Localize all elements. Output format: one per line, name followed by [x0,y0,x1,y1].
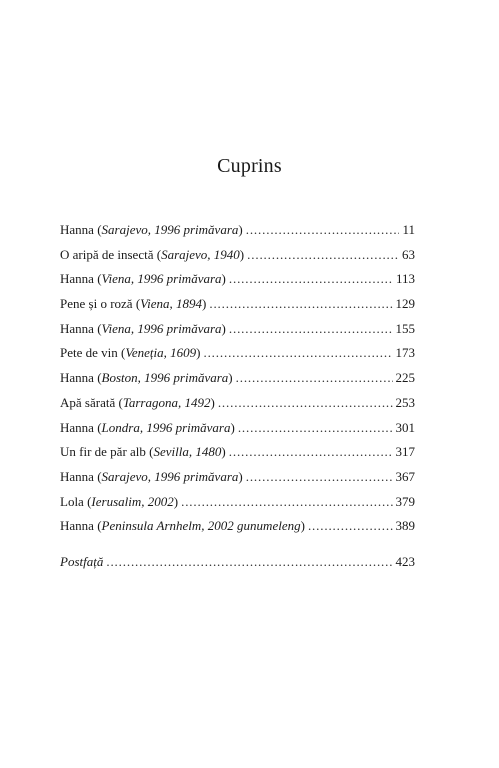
dot-leader [246,469,393,485]
toc-entry: Apă sărată (Tarragona, 1492) . . . 253 [60,395,415,420]
entry-name: Hanna [60,370,94,386]
entry-page: 173 [395,345,415,361]
dot-leader [181,494,392,510]
entry-page: 225 [395,370,415,386]
postface-page: 423 [395,553,415,569]
entry-place: Sarajevo, 1940 [161,246,240,262]
entry-place: Viena, 1894 [140,296,203,312]
postface-name: Postfață [60,553,104,569]
dot-leader [218,395,393,411]
entry-page: 379 [395,493,415,509]
page-title: Cuprins [217,155,282,177]
entry-name: O aripă de insectă [60,246,154,262]
entry-name: Pete de vin [60,345,118,361]
entry-place: Veneția, 1609 [125,345,197,361]
toc-entry: Un fir de păr alb (Sevilla, 1480) . . . 317 [60,444,415,469]
toc-entry: Hanna (Viena, 1996 primăvara) . . . 113 [60,271,415,296]
entry-name: Hanna [60,320,94,336]
table-of-contents [60,222,415,579]
section-gap [60,543,415,554]
toc-entry: Hanna (Viena, 1996 primăvara) . . . 155 [60,321,415,346]
entry-place: Viena, 1996 primăvara [101,271,222,287]
dot-leader [209,296,392,312]
entry-name: Pene și o roză [60,296,133,312]
entry-name: Hanna [60,271,94,287]
entry-place: Sevilla, 1480 [153,444,222,460]
entry-place: Londra, 1996 primăvara [101,419,231,435]
entry-place: Ierusalim, 2002 [91,493,174,509]
entry-page: 129 [395,296,415,312]
dot-leader [229,321,393,337]
toc-entry: Pene și o roză (Viena, 1894) . . . 129 [60,296,415,321]
entry-place: Boston, 1996 primăvara [101,370,229,386]
entry-name: Un fir de păr alb [60,444,146,460]
entry-page: 113 [395,271,415,287]
toc-entry: Lola (Ierusalim, 2002) . . . 379 [60,494,415,519]
dot-leader [229,271,393,287]
dot-leader [238,420,393,436]
toc-entry: Hanna (Londra, 1996 primăvara) . . . 301 [60,420,415,445]
dot-leader [229,444,393,460]
entry-place: Sarajevo, 1996 primăvara [101,222,239,237]
toc-entry: O aripă de insectă (Sarajevo, 1940) . . . 63 [60,247,415,272]
toc-entry-postface [60,554,415,579]
entry-place: Sarajevo, 1996 primăvara [101,468,239,484]
toc-entry: Hanna (Sarajevo, 1996 primăvara) . . . 367 [60,469,415,494]
entry-page: 253 [395,394,415,410]
entry-page: 11 [402,222,415,237]
dot-leader [308,518,393,534]
entry-name: Hanna [60,419,94,435]
toc-entry: Hanna (Peninsula Arnhelm, 2002 gunumeleng) . . . 389 [60,518,415,543]
entry-name: Apă sărată [60,394,116,410]
dot-leader [247,247,399,263]
entry-place: Tarragona, 1492 [122,394,211,410]
entry-page: 155 [395,320,415,336]
entry-page: 389 [395,518,415,534]
dot-leader [203,345,392,361]
entry-place: Viena, 1996 primăvara [101,320,222,336]
toc-entry: Hanna (Sarajevo, 1996 primăvara) . . . 11 [60,222,415,247]
dot-leader [236,370,393,386]
entry-page: 367 [395,468,415,484]
dot-leader [246,222,400,238]
entry-name: Hanna [60,518,94,534]
toc-entry: Hanna (Boston, 1996 primăvara) . . . 225 [60,370,415,395]
entry-page: 317 [395,444,415,460]
dot-leader [106,554,392,570]
entry-page: 301 [395,419,415,435]
entry-place: Peninsula Arnhelm, 2002 gunumeleng [101,518,301,534]
entry-name: Hanna [60,468,94,484]
toc-entry: Pete de vin (Veneția, 1609) . . . 173 [60,345,415,370]
entry-name: Lola [60,493,84,509]
entry-name: Hanna [60,222,94,237]
entry-page: 63 [402,246,415,262]
